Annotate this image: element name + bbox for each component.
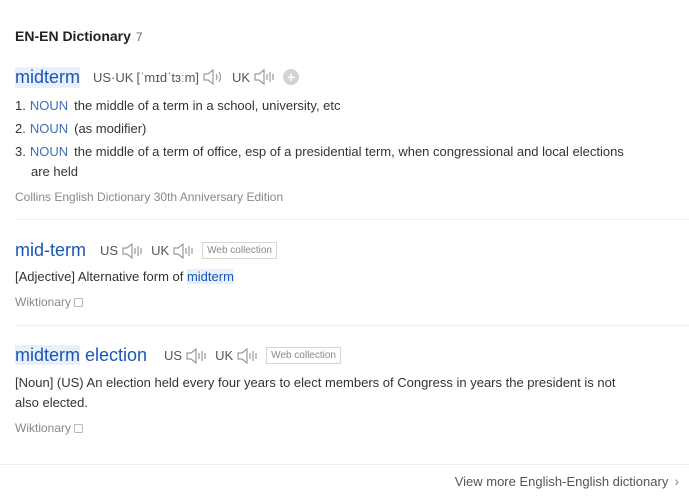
headword-midterm-election[interactable]	[15, 345, 147, 366]
source-label: Collins English Dictionary 30th Anniversary Edition	[15, 190, 284, 204]
pronunciation-row	[93, 69, 299, 85]
def-text: [Adjective] Alternative form of	[15, 269, 187, 284]
definition-row	[15, 142, 624, 162]
source-row	[15, 295, 83, 309]
part-of-speech: NOUN	[29, 98, 69, 113]
web-collection-tag: Web collection	[202, 242, 277, 259]
speaker-icon[interactable]	[202, 69, 224, 85]
add-to-wordbook-icon[interactable]: +	[283, 69, 299, 85]
definition-row	[15, 96, 341, 116]
def-number: 1.	[15, 98, 26, 113]
speaker-icon[interactable]	[172, 243, 194, 259]
definition-line: [Noun] (US) An election held every four years to elect members of Congress in years the president is not	[15, 375, 616, 390]
speaker-icon[interactable]	[121, 243, 143, 259]
def-number: 2.	[15, 121, 26, 136]
part-of-speech: NOUN	[29, 144, 69, 159]
us-label: US	[100, 243, 119, 258]
def-text: (as modifier)	[74, 121, 147, 136]
pronunciation-row	[164, 347, 341, 364]
pronunciation-row	[100, 242, 277, 259]
result-count: 7	[135, 30, 143, 44]
linked-word[interactable]: midterm	[186, 269, 234, 284]
def-number: 3.	[15, 144, 26, 159]
external-link-icon[interactable]	[74, 298, 83, 307]
headword-highlight: midterm	[15, 345, 81, 365]
divider	[15, 325, 689, 326]
divider	[0, 464, 689, 465]
dictionary-title	[15, 28, 143, 44]
speaker-icon[interactable]	[185, 348, 207, 364]
def-text-continuation: are held	[31, 164, 78, 179]
uk-label: UK	[151, 243, 170, 258]
web-collection-tag: Web collection	[266, 347, 341, 364]
us-label: US	[164, 348, 183, 363]
uk-label: UK	[215, 348, 234, 363]
divider	[15, 219, 689, 220]
headword-midterm[interactable]: midterm	[15, 67, 81, 87]
view-more-link[interactable]	[455, 473, 679, 489]
headword-mid-term[interactable]: mid-term	[15, 240, 86, 260]
def-text: the middle of a term of office, esp of a presidential term, when congressional and local elections	[74, 144, 624, 159]
phonetic: [ˈmɪdˈtɜːm]	[136, 69, 200, 85]
dictionary-title-text: EN-EN Dictionary	[15, 28, 131, 44]
headword-rest: election	[80, 345, 148, 365]
definition-line: also elected.	[15, 395, 88, 410]
source-label: Wiktionary	[15, 421, 72, 435]
us-uk-label: US·UK	[93, 69, 134, 85]
uk-label: UK	[232, 69, 251, 85]
definition-row	[15, 119, 146, 139]
chevron-right-icon: ›	[674, 473, 679, 489]
part-of-speech: NOUN	[29, 121, 69, 136]
speaker-icon[interactable]	[236, 348, 258, 364]
source-label: Wiktionary	[15, 295, 72, 309]
definition-row	[15, 267, 234, 287]
def-text: the middle of a term in a school, university, etc	[74, 98, 341, 113]
view-more-label: View more English-English dictionary	[454, 473, 669, 489]
source-row	[15, 421, 83, 435]
speaker-icon[interactable]	[253, 69, 275, 85]
external-link-icon[interactable]	[74, 424, 83, 433]
